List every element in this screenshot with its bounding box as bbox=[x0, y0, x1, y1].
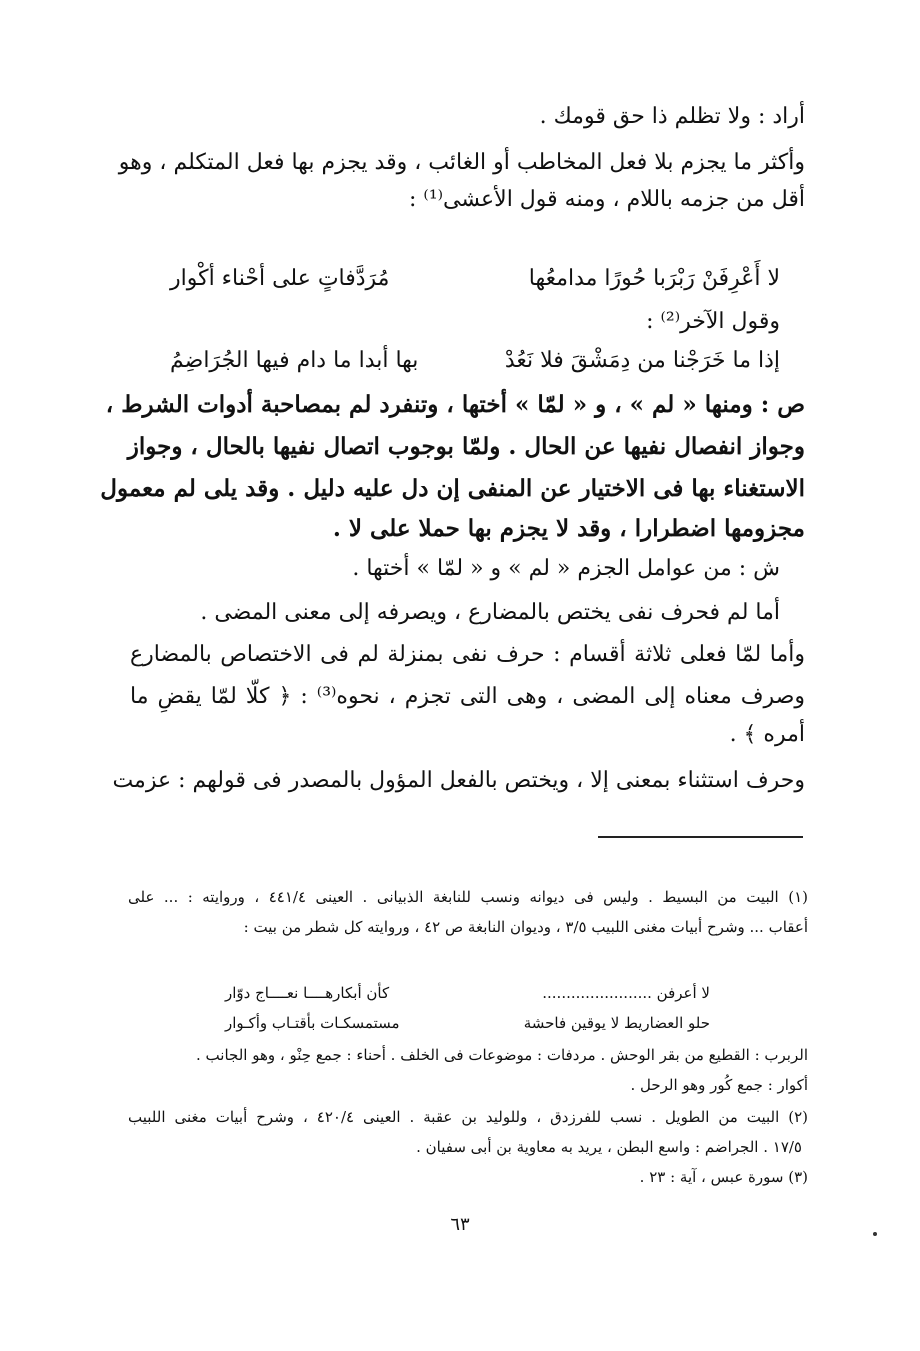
footnote-line: أعقاب ... وشرح أبيات مغنى اللبيب ٣/٥ ، وديوان النابغة ص ٤٢ ، وروايته كل شطر من بيت : bbox=[243, 918, 808, 936]
footnote-separator bbox=[598, 836, 803, 838]
text-line: وصرف معناه إلى المضى ، وهى التى تجزم ، نحوه⁽³⁾ : ﴿ كلّا لمّا يقضِ ما bbox=[130, 684, 806, 709]
footnote-verse-a-second: كأن أبكارهــــا نعــــاج دوّار bbox=[225, 984, 390, 1002]
scan-mark bbox=[873, 1232, 877, 1236]
footnote-verse-a-first: لا أعرفن ....................... bbox=[542, 984, 710, 1002]
text-line: وأما لمّا فعلى ثلاثة أقسام : حرف نفى بمنزلة لم فى الاختصاص بالمضارع bbox=[130, 642, 805, 667]
text-line-bold: مجزومها اضطرارا ، وقد لا يجزم بها حملا على لا . bbox=[332, 515, 805, 542]
text-line: أراد : ولا تظلم ذا حق قومك . bbox=[539, 104, 805, 129]
text-line: وأكثر ما يجزم بلا فعل المخاطب أو الغائب ، وقد يجزم بها فعل المتكلم ، وهو bbox=[118, 150, 805, 175]
text-line: أمره ﴾ . bbox=[729, 722, 805, 747]
footnote-line: (٢) البيت من الطويل . نسب للفرزدق ، وللوليد بن عقبة . العينى ٤٢٠/٤ ، وشرح أبيات مغنى اللبيب bbox=[128, 1108, 808, 1126]
text-line: أما لم فحرف نفى يختص بالمضارع ، ويصرفه إلى معنى المضى . bbox=[200, 600, 780, 625]
footnote-line: أكوار : جمع كُور وهو الرحل . bbox=[630, 1076, 808, 1094]
page-number: ٦٣ bbox=[450, 1214, 470, 1235]
text-line: أقل من جزمه باللام ، ومنه قول الأعشى⁽¹⁾ : bbox=[409, 187, 805, 212]
text-line: وقول الآخر⁽²⁾ : bbox=[646, 309, 780, 334]
verse-2-first-hemistich: إذا ما خَرَجْنا من دِمَشْقَ فلا نَعُدْ bbox=[504, 348, 780, 373]
footnote-line: (٣) سورة عبس ، آية : ٢٣ . bbox=[639, 1168, 808, 1186]
footnote-verse-b-first: حلو العضاريط لا يوقين فاحشة bbox=[523, 1014, 710, 1032]
text-line-bold: ص : ومنها « لم » ، و « لمّا » أختها ، وتنفرد لم بمصاحبة أدوات الشرط ، bbox=[105, 391, 805, 418]
footnote-line: الربرب : القطيع من بقر الوحش . مردفات : موضوعات فى الخلف . أحناء : جمع حِنْو ، وهو الجانب . bbox=[196, 1046, 808, 1064]
verse-2-second-hemistich: بها أبدا ما دام فيها الجُرَاضِمُ bbox=[170, 348, 419, 373]
footnote-verse-b-second: مستمسكـات بأقتـاب وأكـوار bbox=[225, 1014, 400, 1032]
text-line: ش : من عوامل الجزم « لم » و « لمّا » أختها . bbox=[352, 556, 780, 581]
verse-1-second-hemistich: مُرَدَّفاتٍ على أحْناء أكْوار bbox=[170, 266, 390, 291]
footnote-line: ١٧/٥ . الجراضم : واسع البطن ، يريد به معاوية بن أبى سفيان . bbox=[416, 1138, 802, 1156]
text-line-bold: وجواز انفصال نفيها عن الحال . ولمّا بوجوب اتصال نفيها بالحال ، وجواز bbox=[127, 433, 805, 460]
verse-1-first-hemistich: لا أَعْرِفَنْ رَبْرَبا حُورًا مدامعُها bbox=[528, 266, 780, 291]
text-line-bold: الاستغناء بها فى الاختيار عن المنفى إن دل عليه دليل . وقد يلى لم معمول bbox=[100, 475, 805, 502]
footnote-line: (١) البيت من البسيط . وليس فى ديوانه ونسب للنابغة الذبيانى . العينى ٤٤١/٤ ، وروايته : ... على bbox=[128, 888, 808, 906]
text-line: وحرف استثناء بمعنى إلا ، ويختص بالفعل المؤول بالمصدر فى قولهم : عزمت bbox=[112, 768, 805, 793]
